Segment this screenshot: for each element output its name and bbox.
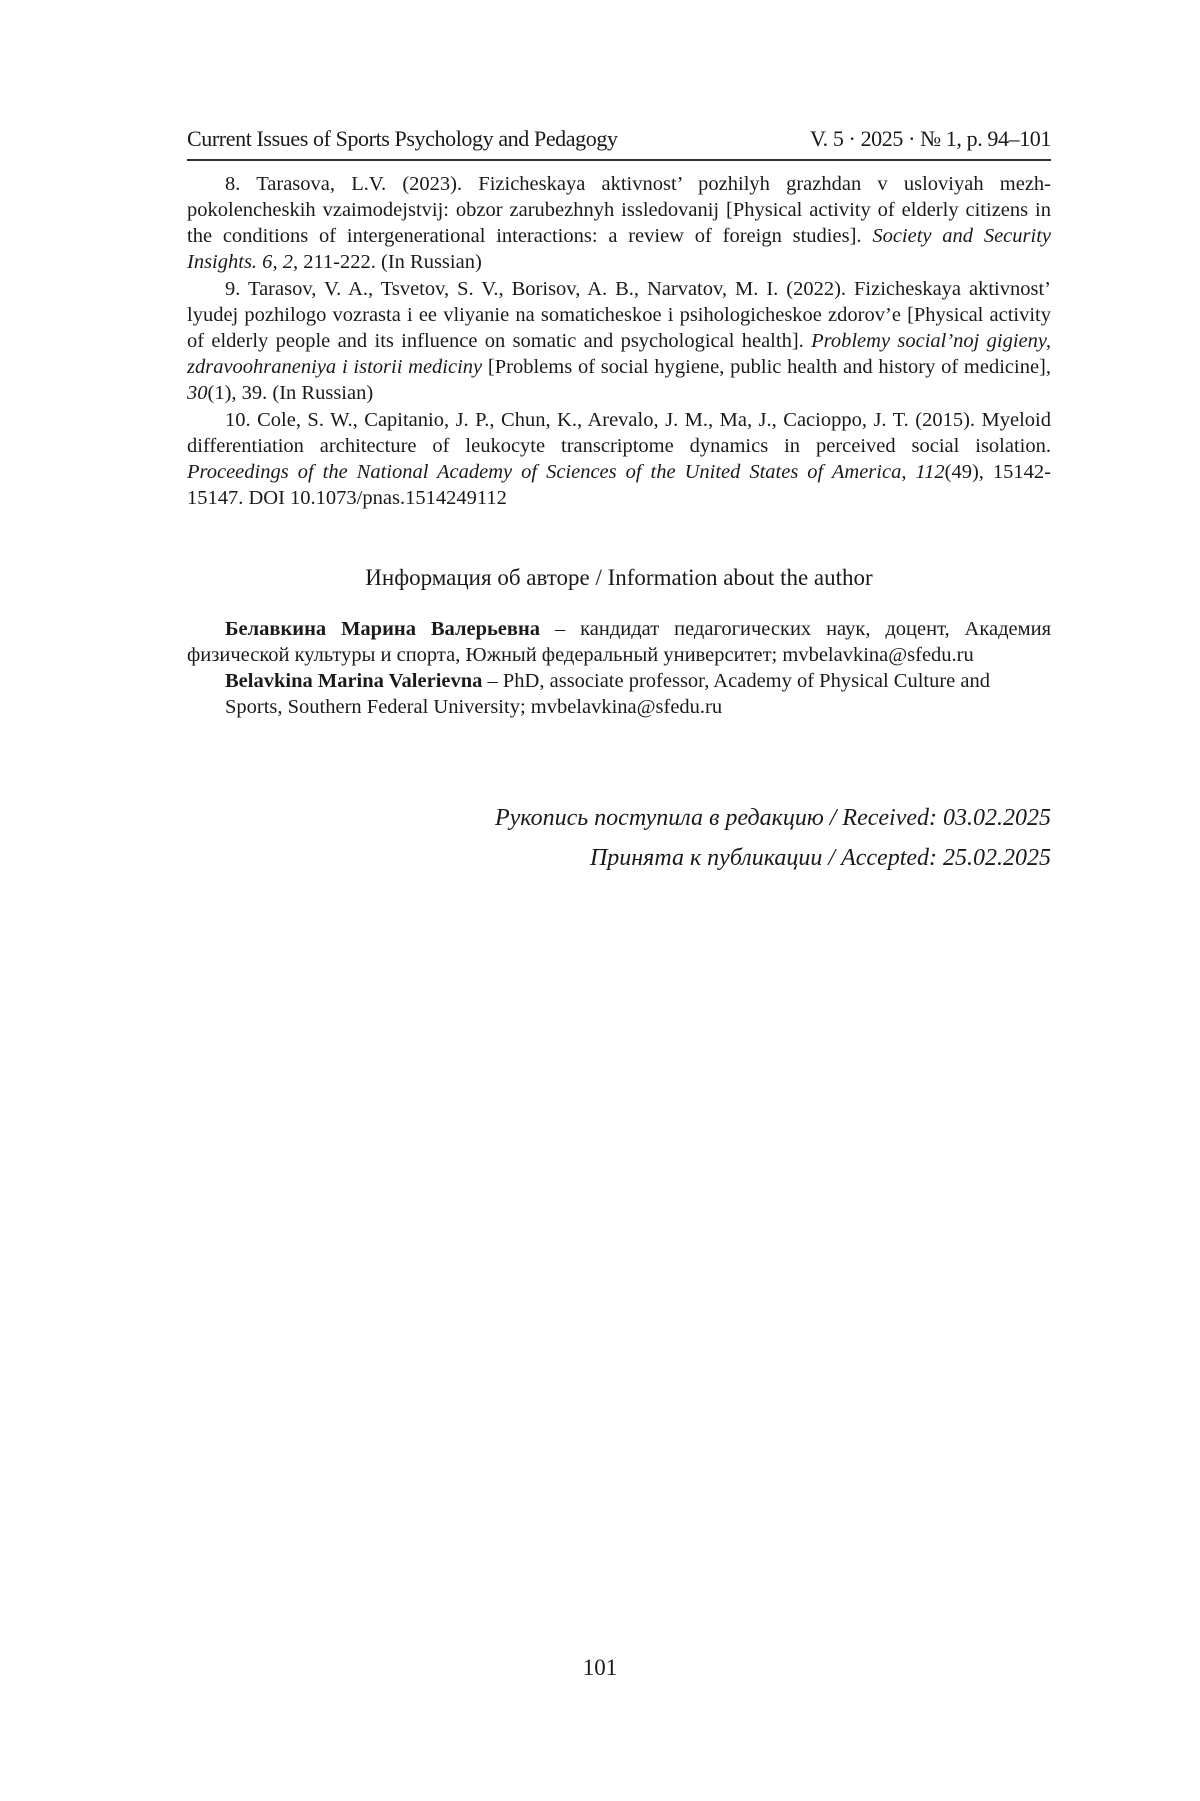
running-head [187,126,1051,152]
reference-source: Proceedings of the National Academy of Sciences of the United States of America, 112 [187,461,945,483]
author-name-en: Belavkina Marina Valerievna [225,670,483,692]
author-info-ru [187,616,1051,668]
manuscript-dates [187,798,1051,878]
received-date: Рукопись поступила в редакцию / Received: 03.02.2025 [494,805,1051,831]
reference-text: (1), 39. (In Russian) [207,382,374,404]
author-details-en: – PhD, associate professor, Academy of Physical Culture and Sports, Southern Federal University; mvbelavkina@sfedu.ru [225,670,990,718]
author-info [187,616,1051,720]
accepted-date: Принята к публикации / Accepted: 25.02.2025 [589,845,1051,871]
reference-text: (49), 15142-15147. DOI 10.1073/pnas.1514249112 [187,461,1051,509]
reference-source: Problemy social’noj gigieny, zdravoohraneniya i istorii mediciny [187,330,1051,378]
author-info-en [187,668,1051,720]
reference-text: 8. Tarasova, L.V. (2023). Fizicheskaya aktivnost’ pozhilyh grazhdan v usloviyah mezhpokolencheskih vzaimodejstvij: obzor zarubezhnyh issledovanij [Physical activity of elderly citizens in the conditions of intergenerational interactions: a review of foreign studies]. [187,173,1051,247]
reference-source: Society and Security Insights. 6 [187,225,1051,273]
reference-item [187,407,1051,511]
issue-info: V. 5 · 2025 · № 1, p. 94–101 [810,126,1051,151]
reference-text: , [272,251,283,273]
journal-title: Current Issues of Sports Psychology and Pedagogy [187,126,618,151]
reference-item [187,171,1051,275]
reference-text: 9. Tarasov, V. A., Tsvetov, S. V., Borisov, A. B., Narvatov, M. I. (2022). Fizicheskaya aktivnost’ lyudej pozhilogo vozrasta i ee vliyanie na somaticheskoe i psihologicheskoe zdorov’e [Physical activity of elderly people and its influence on somatic and psychological health]. [187,278,1051,352]
reference-text: 10. Cole, S. W., Capitanio, J. P., Chun, K., Arevalo, J. M., Ma, J., Cacioppo, J. T. (2015). Myeloid differentiation architecture of leukocyte transcriptome dynamics in perceived social isolation. [187,409,1051,457]
reference-list [187,171,1051,512]
reference-text: , 211-222. (In Russian) [292,251,482,273]
page-number: 101 [582,1655,618,1680]
reference-volume: 2 [282,251,293,273]
author-name-ru: Белавкина Марина Валерьевна [225,618,541,640]
header-rule [187,159,1051,161]
reference-volume: 30 [187,382,208,404]
author-section-title: Информация об авторе / Information about the author [365,565,873,590]
author-details-ru: – кандидат педагогических наук, доцент, Академия физической культуры и спорта, Южный федеральный университет; mvbelavkina@sfedu.ru [187,618,1051,666]
reference-item [187,276,1051,406]
reference-text: [Problems of social hygiene, public health and history of medicine], [482,356,1052,378]
